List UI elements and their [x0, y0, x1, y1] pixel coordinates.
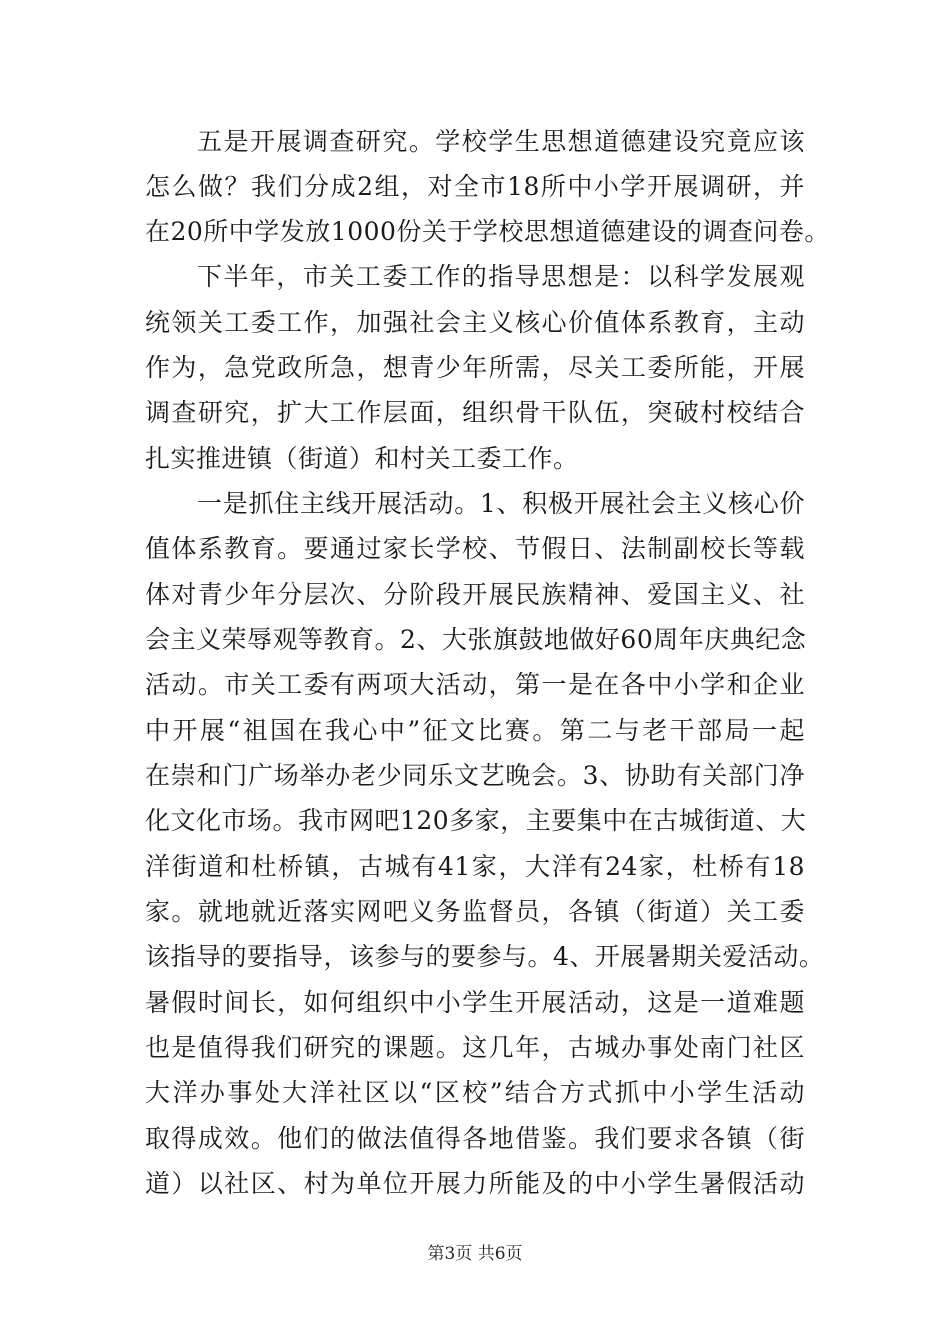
text-line: 取得成效。他们的做法值得各地借鉴。我们要求各镇（街 — [145, 1124, 805, 1153]
text-line: 统领关工委工作，加强社会主义核心价值体系教育，主动 — [145, 308, 805, 337]
text-line: 一是抓住主线开展活动。1、积极开展社会主义核心价 — [197, 489, 805, 518]
page-number-footer: 第3页 共6页 — [427, 1244, 523, 1264]
text-line: 也是值得我们研究的课题。这几年，古城办事处南门社区 — [145, 1033, 805, 1062]
text-line: 家。就地就近落实网吧义务监督员，各镇（街道）关工委 — [145, 897, 805, 926]
text-line: 活动。市关工委有两项大活动，第一是在各中小学和企业 — [145, 670, 805, 699]
text-line: 值体系教育。要通过家长学校、节假日、法制副校长等载 — [145, 534, 805, 563]
text-line: 在20所中学发放1000份关于学校思想道德建设的调查问卷。 — [145, 217, 830, 246]
text-line: 五是开展调查研究。学校学生思想道德建设究竟应该 — [197, 127, 805, 156]
text-line: 大洋办事处大洋社区以“区校”结合方式抓中小学生活动 — [145, 1078, 805, 1107]
text-line: 扎实推进镇（街道）和村关工委工作。 — [145, 444, 579, 473]
text-line: 调查研究，扩大工作层面，组织骨干队伍，突破村校结合 — [145, 398, 805, 427]
text-line: 道）以社区、村为单位开展力所能及的中小学生暑假活动 — [145, 1169, 805, 1198]
text-line: 在崇和门广场举办老少同乐文艺晚会。3、协助有关部门净 — [145, 761, 805, 790]
text-line: 中开展“祖国在我心中”征文比赛。第二与老干部局一起 — [145, 716, 805, 745]
text-line: 怎么做？我们分成2组，对全市18所中小学开展调研，并 — [145, 172, 805, 201]
text-line: 作为，急党政所急，想青少年所需，尽关工委所能，开展 — [145, 353, 805, 382]
text-line: 会主义荣辱观等教育。2、大张旗鼓地做好60周年庆典纪念 — [145, 625, 807, 654]
text-line: 体对青少年分层次、分阶段开展民族精神、爱国主义、社 — [145, 580, 805, 609]
text-line: 下半年，市关工委工作的指导思想是：以科学发展观 — [197, 262, 805, 291]
text-line: 暑假时间长，如何组织中小学生开展活动，这是一道难题 — [145, 988, 805, 1017]
text-line: 该指导的要指导，该参与的要参与。4、开展暑期关爱活动。 — [145, 942, 825, 971]
text-line: 洋街道和杜桥镇，古城有41家，大洋有24家，杜桥有18 — [145, 852, 805, 881]
text-line: 化文化市场。我市网吧120多家，主要集中在古城街道、大 — [145, 806, 807, 835]
